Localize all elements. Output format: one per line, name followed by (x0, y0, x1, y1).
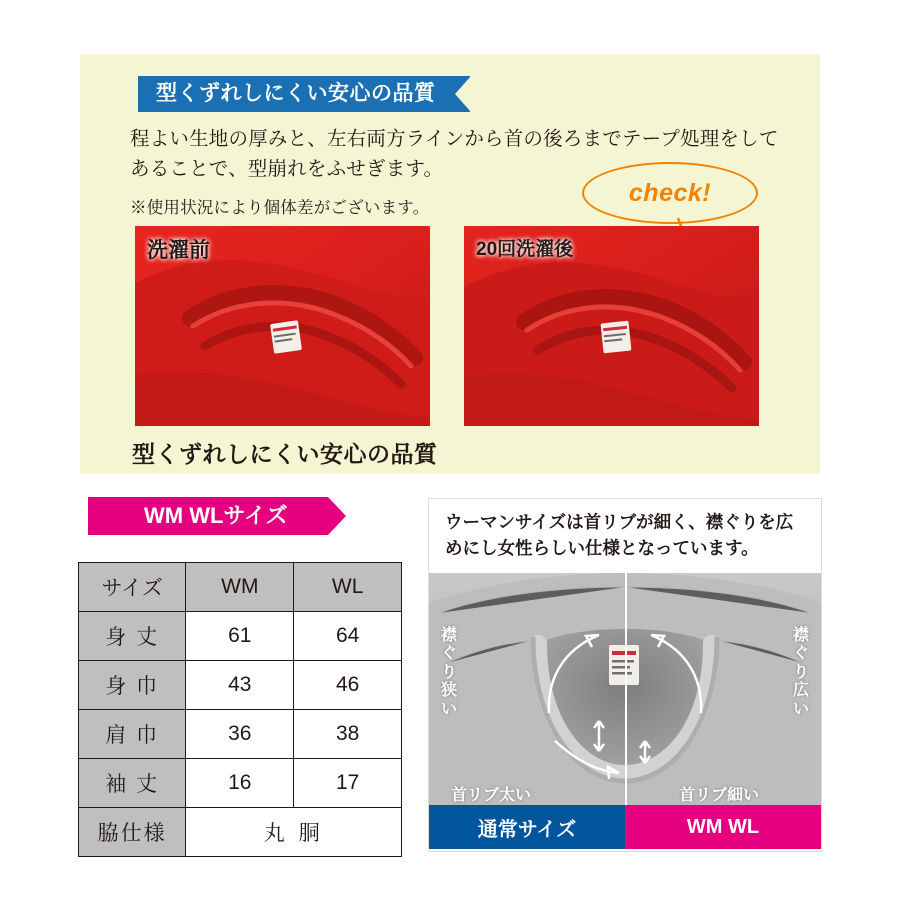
photo-after-wash (464, 226, 759, 426)
quality-ribbon-title: 型くずれしにくい安心の品質 (138, 76, 470, 112)
table-row (79, 661, 402, 710)
cell-width-wl: 46 (294, 661, 402, 710)
row-label-shoulder: 肩 巾 (79, 710, 186, 759)
neck-comparison-panel (428, 498, 822, 852)
cell-width-wm: 43 (186, 661, 294, 710)
cell-shoulder-wl: 38 (294, 710, 402, 759)
label-thin-rib: 首リブ細い (679, 787, 760, 804)
cell-length-wl: 64 (294, 612, 402, 661)
quality-body-text: 程よい生地の厚みと、左右両方ラインから首の後ろまでテープ処理をしてあることで、型崩れをふせぎます。 (130, 128, 779, 181)
quality-panel (80, 54, 820, 474)
cell-sleeve-wm: 16 (186, 759, 294, 808)
cell-side-spec-value: 丸 胴 (186, 808, 402, 857)
quality-note-text: ※使用状況により個体差がございます。 (130, 199, 430, 217)
photo-before-wash (135, 226, 430, 426)
row-label-side-spec: 脇仕様 (79, 808, 186, 857)
size-banner: WM WLサイズ (88, 497, 328, 535)
cell-shoulder-wm: 36 (186, 710, 294, 759)
cell-length-wm: 61 (186, 612, 294, 661)
tab-wm-wl-size: WM WL (625, 805, 821, 849)
table-header-wm: WM (186, 563, 294, 612)
row-label-length: 身 丈 (79, 612, 186, 661)
check-bubble (582, 162, 758, 224)
photo-after-wash-caption: 20回洗濯後 (476, 239, 574, 260)
table-row (79, 759, 402, 808)
label-thick-rib: 首リブ太い (451, 787, 532, 804)
label-wide-neckline: 襟ぐり広い (792, 627, 809, 718)
neck-description-text: ウーマンサイズは首リブが細く、襟ぐりを広めにし女性らしい仕様となっています。 (445, 512, 794, 559)
table-row (79, 612, 402, 661)
check-bubble-label: check! (628, 178, 712, 207)
quality-bottom-caption: 型くずれしにくい安心の品質 (132, 441, 438, 467)
row-label-sleeve: 袖 丈 (79, 759, 186, 808)
table-row (79, 710, 402, 759)
cell-sleeve-wl: 17 (294, 759, 402, 808)
label-narrow-neckline: 襟ぐり狭い (441, 627, 458, 718)
table-row (79, 808, 402, 857)
table-header-wl: WL (294, 563, 402, 612)
row-label-width: 身 巾 (79, 661, 186, 710)
tab-normal-size: 通常サイズ (429, 805, 625, 849)
size-table (78, 562, 402, 857)
table-header-row (79, 563, 402, 612)
panel-divider (625, 573, 627, 805)
photo-before-wash-caption: 洗濯前 (147, 239, 210, 262)
table-header-size: サイズ (79, 563, 186, 612)
